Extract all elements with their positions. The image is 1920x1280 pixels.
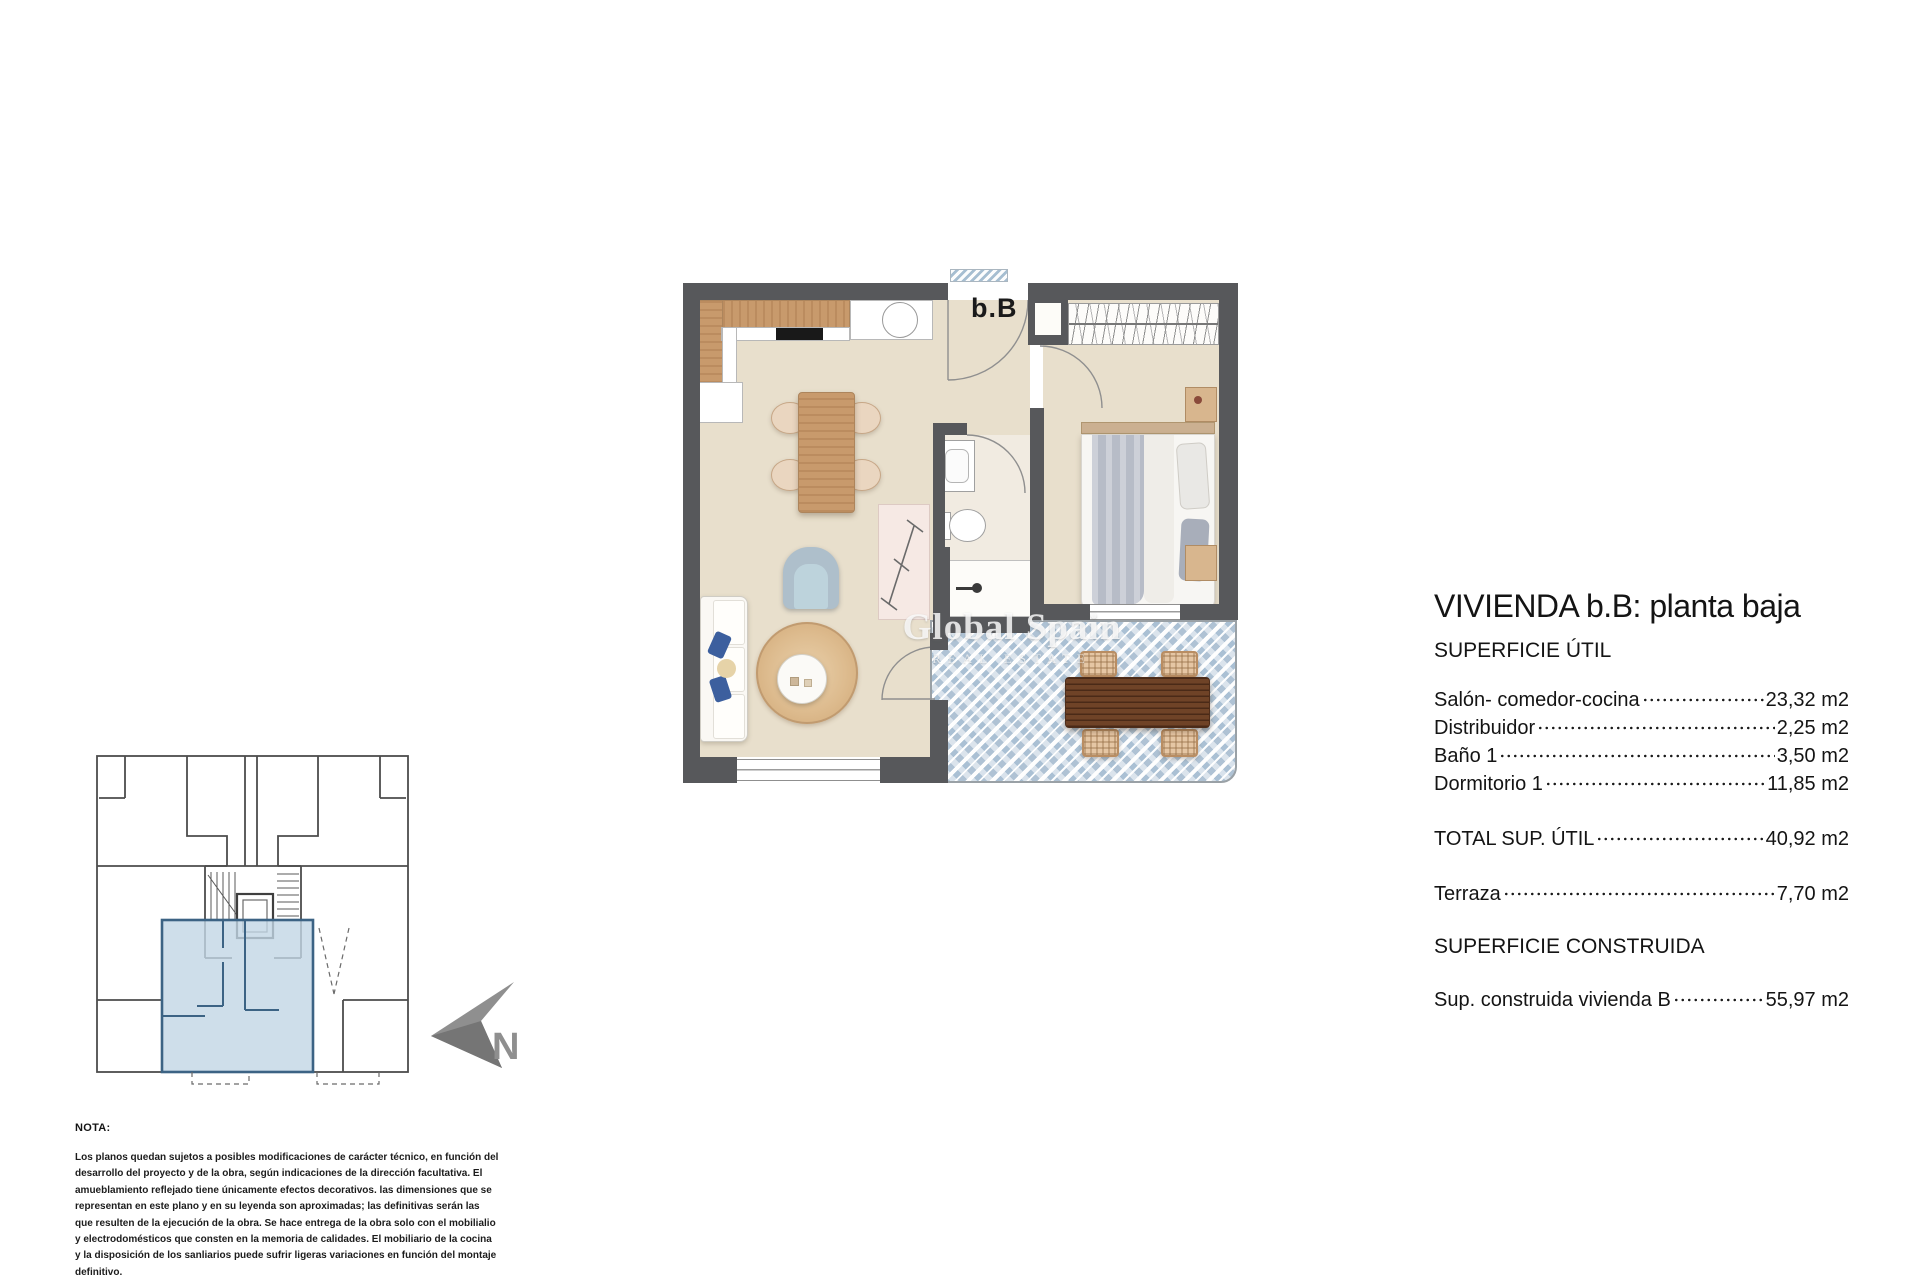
drying-rack-tick <box>894 559 909 571</box>
section-superficie-construida: SUPERFICIE CONSTRUIDA <box>1434 935 1705 958</box>
key-plan <box>87 748 418 1090</box>
surface-row <box>1434 714 1849 742</box>
leader-dots <box>1642 686 1764 706</box>
surface-row <box>1434 742 1849 770</box>
surface-row-value: 23,32 m2 <box>1765 689 1849 711</box>
wall-right-bedroom <box>1219 283 1238 620</box>
closet-niche <box>1035 303 1061 335</box>
construida-value: 55,97 m2 <box>1765 989 1849 1011</box>
terraza-row <box>1434 880 1849 908</box>
wall-terrace-stub-upper <box>930 633 948 650</box>
leader-dots <box>1673 986 1764 1006</box>
leader-dots <box>1503 880 1775 900</box>
bathroom-door-arc <box>967 435 1025 493</box>
note-body: Los planos quedan sujetos a posibles modificaciones de carácter técnico, en función del desarrollo del proyecto y de la obra, según indicaciones de la dirección facultativa. El amueblamiento reflejado tiene únicamente efectos decorativos. las dimensiones que se representan en este plano y en su leyenda son aproximadas; las definitivas serán las que resulten de la ejecución de la obra. Se hace entrega de la obra solo con el mobilialio y electrodomésticos que consten en la memoria de calidades. El mobiliario de la cocina y la disposición de los sanliarios puede sufrir ligeras variaciones en función del montaje definitivo. <box>75 1152 499 1278</box>
construida-label: Sup. construida vivienda B <box>1434 989 1671 1011</box>
drying-rack-tick <box>907 520 923 532</box>
watermark-tagline: REAL ESTATE <box>932 651 1092 666</box>
wall-top-left <box>683 283 948 300</box>
total-util-value: 40,92 m2 <box>1765 828 1849 850</box>
terraza-value: 7,70 m2 <box>1776 883 1849 905</box>
bedroom-door-arc <box>1040 346 1102 408</box>
total-util-row <box>1434 825 1849 853</box>
north-label: N <box>492 1026 520 1068</box>
wall-terrace-stub-lower <box>930 700 948 757</box>
bottom-right-room <box>343 1000 408 1072</box>
unit-label: b.B <box>971 293 1018 323</box>
leader-dots <box>1499 742 1774 762</box>
wall-bottom-stub <box>880 757 948 783</box>
leader-dots <box>1596 825 1763 845</box>
window-bedroom <box>1090 604 1180 620</box>
total-util-label: TOTAL SUP. ÚTIL <box>1434 828 1595 850</box>
construida-row <box>1434 986 1849 1014</box>
wall-corner-bottom-left <box>683 757 737 783</box>
porch-dashed <box>192 1072 249 1084</box>
surface-row <box>1434 686 1849 714</box>
wall-bath-left <box>933 423 945 547</box>
note-heading: NOTA: <box>75 1122 111 1134</box>
page-title: VIVIENDA b.B: planta baja <box>1434 588 1801 624</box>
section-superficie-util: SUPERFICIE ÚTIL <box>1434 639 1612 662</box>
surface-row-label: Salón- comedor-cocina <box>1434 689 1640 711</box>
unit-walls-right <box>278 756 408 866</box>
bottom-left-room <box>97 1000 162 1072</box>
porch-dashed <box>317 1072 379 1084</box>
surface-details <box>1434 586 1849 1014</box>
highlighted-unit <box>162 920 313 1072</box>
main-floor-plan <box>683 283 1238 783</box>
surface-row-label: Distribuidor <box>1434 717 1536 739</box>
lightwell-dashed <box>319 928 349 994</box>
surface-row-label: Dormitorio 1 <box>1434 773 1543 795</box>
leader-dots <box>1545 770 1765 790</box>
terraza-label: Terraza <box>1434 883 1501 905</box>
window-living <box>737 759 880 781</box>
wall-bedroom-left <box>1030 408 1044 620</box>
surface-row-value: 11,85 m2 <box>1767 773 1849 795</box>
door-swings-overlay <box>683 283 1238 783</box>
note-block <box>75 1122 499 1280</box>
surface-row-value: 3,50 m2 <box>1776 745 1849 767</box>
surface-row-value: 2,25 m2 <box>1776 717 1849 739</box>
watermark-brand: Global Spain <box>902 607 1122 648</box>
wall-bedroom-bottom-left <box>1042 604 1090 620</box>
wall-bedroom-bottom-right <box>1180 604 1237 620</box>
unit-walls-left <box>97 756 227 866</box>
wall-closet-block <box>1028 298 1068 345</box>
drying-rack-tick <box>881 598 897 610</box>
leader-dots <box>1537 714 1775 734</box>
entry-doormat <box>950 269 1008 282</box>
surface-row <box>1434 770 1849 798</box>
surface-row-label: Baño 1 <box>1434 745 1498 767</box>
wall-left <box>683 283 700 783</box>
surface-rows <box>1434 686 1849 798</box>
wall-bath-bottom <box>947 617 1030 633</box>
terrace-door-arc <box>882 647 935 700</box>
